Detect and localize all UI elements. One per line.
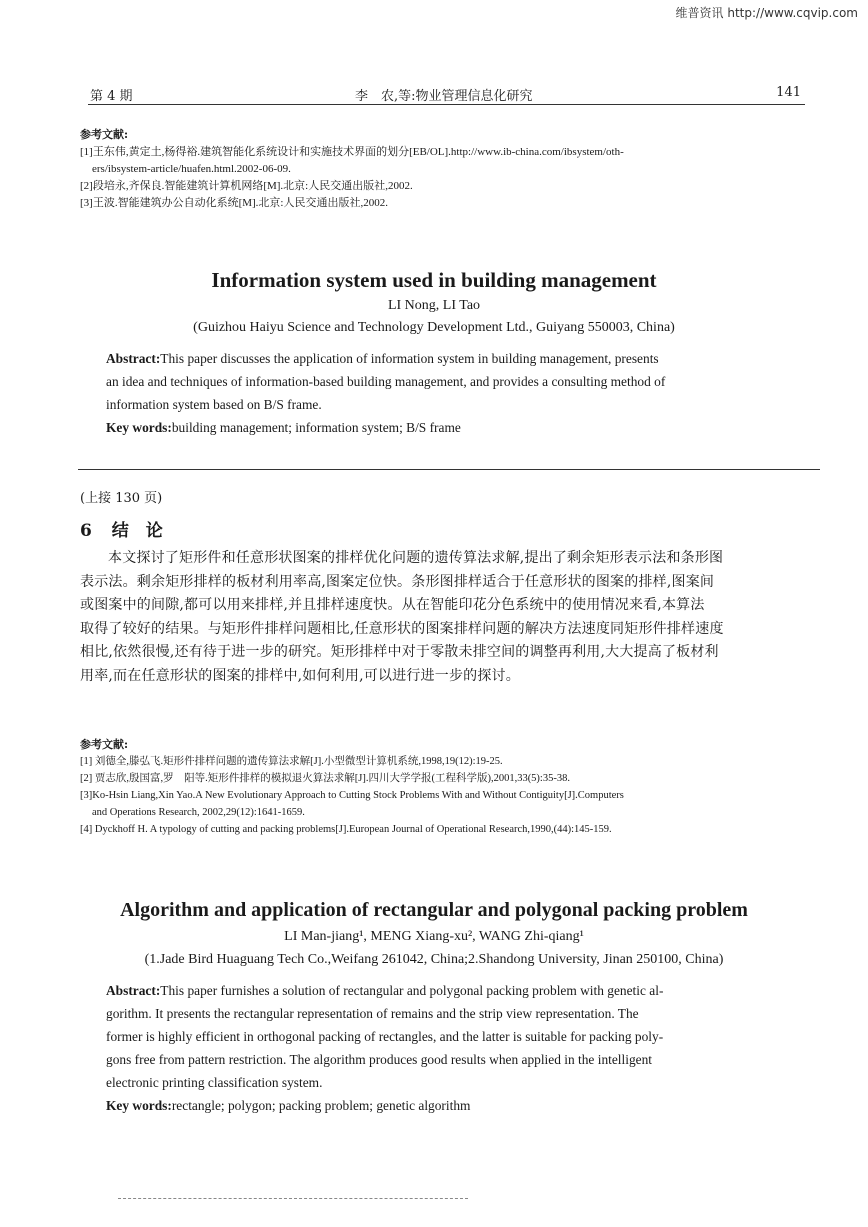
- refs-bottom-heading: 参考文献:: [80, 738, 129, 751]
- refs-top-list: [80, 144, 820, 212]
- section-paragraph: 本文探讨了矩形件和任意形状图案的排样优化问题的遗传算法求解,提出了剩余矩形表示法和条形图 表示法。剩余矩形排样的板材利用率高,图案定位快。条形图排样适合于任意形状的图案的排样,图案间 或图案中的间隙,都可以用来排样,并且排样速度快。从在智能印花分色系统中的使用情况来看,本算法 取得了较好的结果。与矩形件排样问题相比,任意形状的图案排样问题的解决方法速度同矩形件排样速度 相比,依然很慢,还有待于进一步的研究。矩形排样中对于零散未排空间的调整再利用,大大提高了板材利 用率,而在任意形状的图案的排样中,如何利用,可以进行进一步的探讨。: [80, 550, 724, 684]
- paper1-title: Information system used in building management: [211, 268, 657, 292]
- paper2-authors: LI Man-jiang¹, MENG Xiang-xu², WANG Zhi-qiang¹: [284, 929, 584, 944]
- keywords: building management; information system; B/S frame: [171, 420, 461, 435]
- paper1-abstract: Abstract:This paper discusses the application of information system in building management, presents an idea and techniques of information-based building management, and provides a consulting method of information system based on B/S frame. Key words:building management; information system; B/S frame: [106, 351, 666, 435]
- refs-top-heading: 参考文献:: [80, 128, 129, 141]
- reference-item: [2] 贾志欣,殷国富,罗 阳等.矩形件排样的模拟退火算法求解[J].四川大学学报(工程科学版),2001,33(5):35-38.: [80, 773, 570, 784]
- issue-number: 第 4 期: [90, 89, 133, 104]
- paper2-title: Algorithm and application of rectangular and polygonal packing problem: [120, 899, 748, 921]
- watermark: 维普资讯 http://www.cqvip.com: [675, 6, 858, 20]
- header-rule: [88, 104, 805, 105]
- refs-bottom-list: [80, 753, 820, 838]
- section-rule: [78, 469, 820, 470]
- section-title: 结 论: [111, 521, 163, 541]
- section-number: 6: [80, 521, 92, 541]
- reference-item: [1] 刘德全,滕弘飞.矩形件排样问题的遗传算法求解[J].小型微型计算机系统,1998,19(12):19-25.: [80, 756, 503, 767]
- keywords-label: Key words:: [106, 1098, 172, 1113]
- paper1-authors: LI Nong, LI Tao: [387, 298, 481, 313]
- page-number: 141: [776, 85, 801, 100]
- running-title: 李 农,等:物业管理信息化研究: [355, 89, 533, 104]
- continued-note: (上接 130 页): [80, 491, 163, 506]
- paper2-affiliation: (1.Jade Bird Huaguang Tech Co.,Weifang 261042, China;2.Shandong University, Jinan 250100, China): [144, 952, 724, 967]
- reference-item: [4] Dyckhoff H. A typology of cutting and packing problems[J].European Journal of Operational Research,1990,(44):145-159.: [80, 824, 612, 835]
- abstract-label: Abstract:: [106, 351, 161, 366]
- abstract-label: Abstract:: [106, 983, 161, 998]
- reference-item: [3]王波.智能建筑办公自动化系统[M].北京:人民交通出版社,2002.: [80, 197, 388, 209]
- reference-item: [3]Ko-Hsin Liang,Xin Yao.A New Evolutionary Approach to Cutting Stock Problems With and Without Contiguity[J].Computers and Operations Research, 2002,29(12):1641-1659.: [80, 790, 624, 818]
- keywords: rectangle; polygon; packing problem; genetic algorithm: [171, 1098, 471, 1113]
- paper1-affiliation: (Guizhou Haiyu Science and Technology Development Ltd., Guiyang 550003, China): [193, 320, 675, 335]
- section-heading: [80, 516, 163, 541]
- reference-item: [2]段培永,齐保良.智能建筑计算机网络[M].北京:人民交通出版社,2002.: [80, 180, 413, 192]
- footer-dashed-rule: [118, 1198, 468, 1199]
- paper2-abstract: Abstract:This paper furnishes a solution of rectangular and polygonal packing problem with genetic al- gorithm. It presents the rectangular representation of remains and the strip view representation. The former is highly efficient in orthogonal packing of rectangles, and the latter is suitable for packing poly- gons free from pattern restriction. The algorithm produces good results when applied in the intelligent electronic printing classification system. Key words:rectangle; polygon; packing problem; genetic algorithm: [106, 983, 664, 1113]
- keywords-label: Key words:: [106, 420, 172, 435]
- reference-item: [1]王东伟,黄定土,杨得裕.建筑智能化系统设计和实施技术界面的划分[EB/OL].http://www.ib-china.com/ibsystem/oth- ers/ibsystem-article/huafen.html.2002-06-09.: [80, 146, 624, 175]
